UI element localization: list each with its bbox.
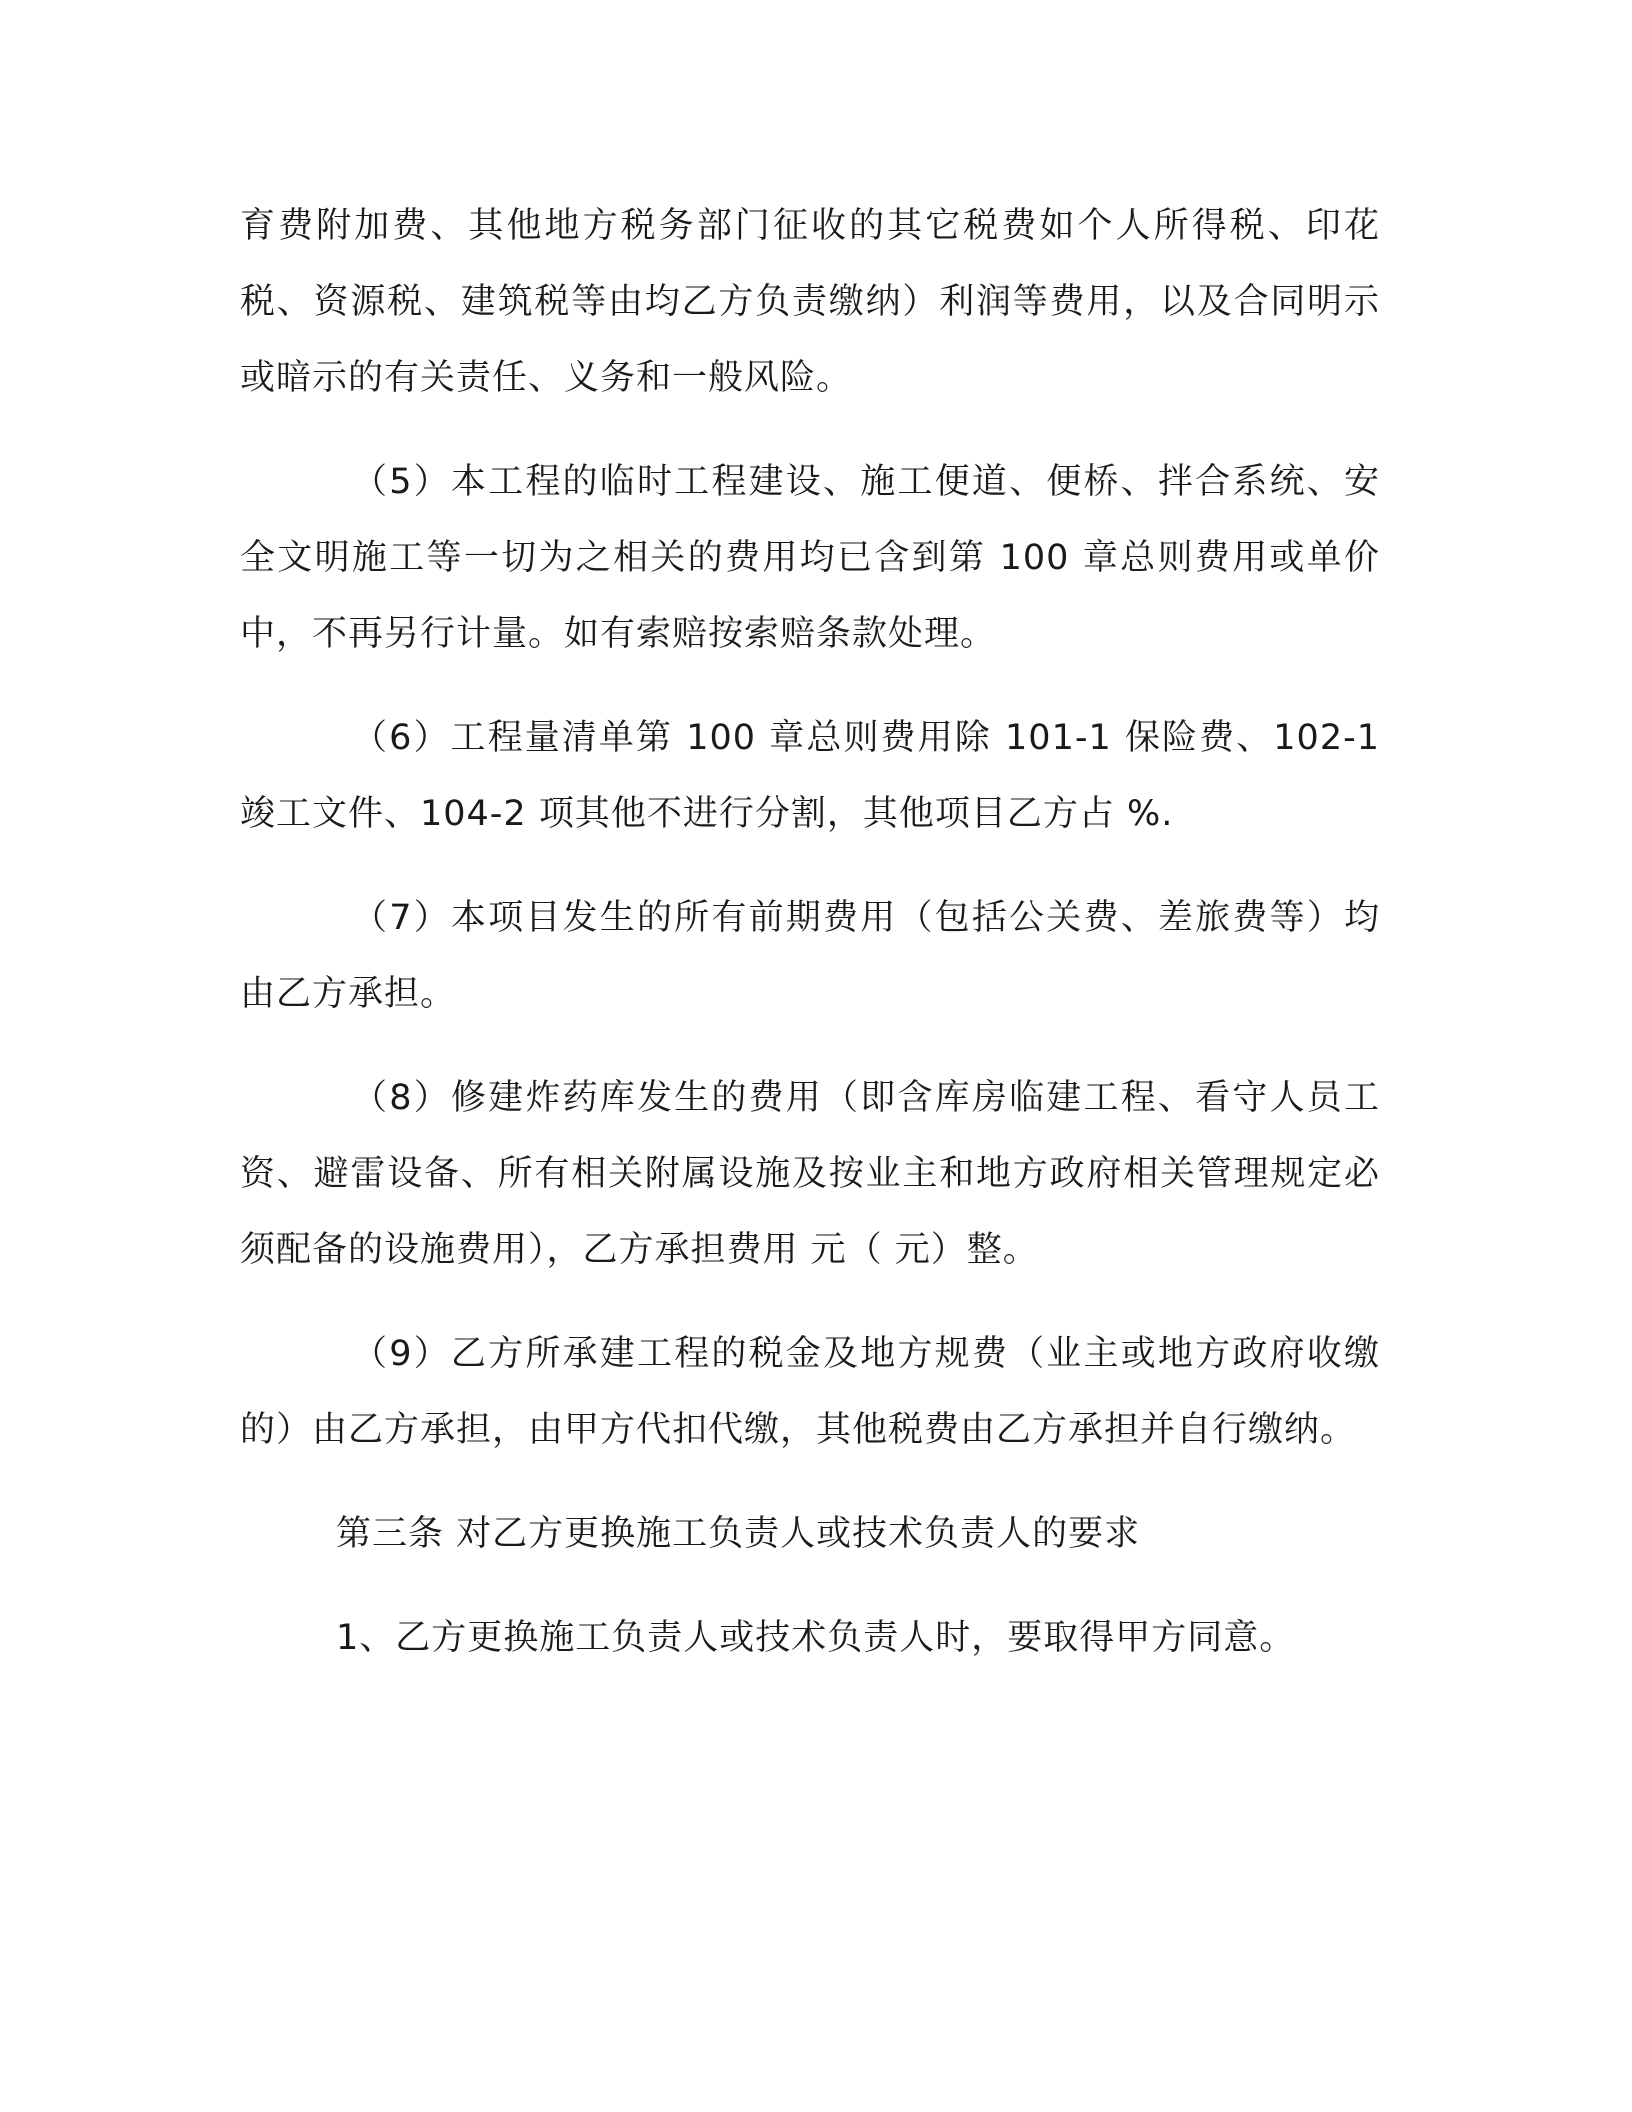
article-heading: 第三条 对乙方更换施工负责人或技术负责人的要求 (336, 1514, 1141, 1554)
paragraph-item-5: （5）本工程的临时工程建设、施工便道、便桥、拌合系统、安全文明施工等一切为之相关的费用均已含到第 100 章总则费用或单价中，不再另行计量。如有索赔按索赔条款处理。 (240, 462, 1380, 654)
paragraph-item-9: （9）乙方所承建工程的税金及地方规费（业主或地方政府收缴的）由乙方承担，由甲方代扣代缴，其他税费由乙方承担并自行缴纳。 (240, 1334, 1380, 1450)
paragraph-continuation: 育费附加费、其他地方税务部门征收的其它税费如个人所得税、印花税、资源税、建筑税等由均乙方负责缴纳）利润等费用，以及合同明示或暗示的有关责任、义务和一般风险。 (240, 206, 1380, 398)
paragraph-item-8: （8）修建炸药库发生的费用（即含库房临建工程、看守人员工资、避雷设备、所有相关附属设施及按业主和地方政府相关管理规定必须配备的设施费用），乙方承担费用 元（ 元）整。 (240, 1078, 1380, 1270)
document-body (240, 188, 1380, 1676)
paragraph-item-6: （6）工程量清单第 100 章总则费用除 101-1 保险费、102-1 竣工文件、104-2 项其他不进行分割，其他项目乙方占 %. (240, 718, 1380, 834)
article-item-1: 1、乙方更换施工负责人或技术负责人时，要取得甲方同意。 (336, 1618, 1296, 1658)
paragraph-item-7: （7）本项目发生的所有前期费用（包括公关费、差旅费等）均由乙方承担。 (240, 898, 1380, 1014)
